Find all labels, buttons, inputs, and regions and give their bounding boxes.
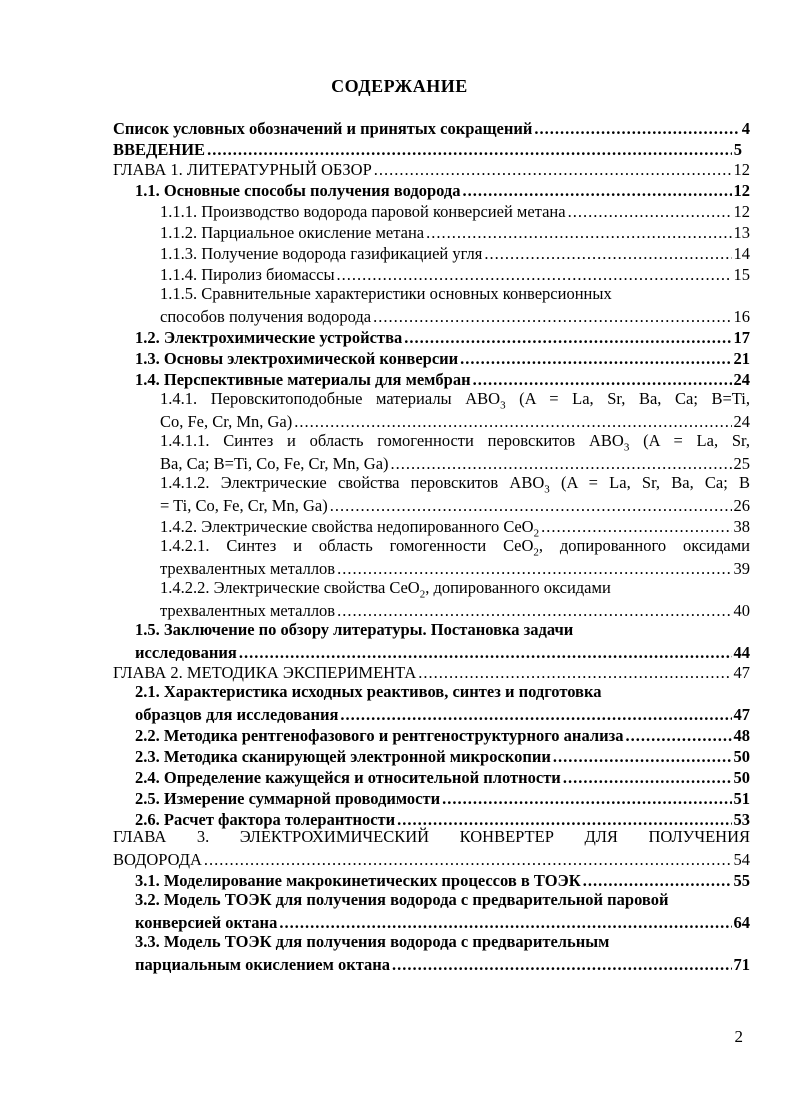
toc-entry-2-1-line1[interactable]: 2.1. Характеристика исходных реактивов, синтез и подготовка [135,682,602,701]
toc-entry-2-5[interactable]: 2.5. Измерение суммарной проводимости ..... 51 [135,787,750,809]
toc-entry-1-4-1-2[interactable]: = Ti, Co, Fe, Cr, Mn, Ga) ..... 26 [160,494,750,516]
toc-entry-1-4-1-line1[interactable]: 1.4.1. Перовскитоподобные материалы $ABO_3$ (A = La, Sr, Ba, Ca; B=Ti, [160,389,751,412]
toc-entry-abbreviations[interactable]: Список условных обозначений и принятых сокращений ..... 4 [113,117,750,139]
toc-entry-chapter-1[interactable]: ГЛАВА 1. ЛИТЕРАТУРНЫЙ ОБЗОР ..... 12 [113,158,750,180]
toc-entry-1-4-1-2-line1[interactable]: 1.4.1.2. Электрические свойства перовскитов $ABO_3$ (A = La, Sr, Ba, Ca; B [160,473,751,496]
toc-entry-intro[interactable]: ВВЕДЕНИЕ ..... 5 [113,138,742,160]
toc-entry-chapter-3[interactable]: ВОДОРОДА ..... 54 [113,848,750,870]
toc-entry-1-1-3[interactable]: 1.1.3. Получение водорода газификацией угля ..... 14 [160,242,750,264]
page-title: СОДЕРЖАНИЕ [331,76,468,96]
toc-entry-1-1[interactable]: 1.1. Основные способы получения водорода ..... 12 [135,179,750,201]
toc-entry-1-4-1[interactable]: Co, Fe, Cr, Mn, Ga) ..... 24 [160,410,750,432]
toc-entry-chapter-3-line1[interactable]: ГЛАВА 3. ЭЛЕКТРОХИМИЧЕСКИЙ КОНВЕРТЕР ДЛЯ ПОЛУЧЕНИЯ [113,827,750,846]
toc-entry-1-4-2-1[interactable]: трехвалентных металлов ..... 39 [160,557,750,579]
toc-entry-3-2-line1[interactable]: 3.2. Модель ТОЭК для получения водорода с предварительной паровой [135,890,669,909]
toc-entry-3-3-line1[interactable]: 3.3. Модель ТОЭК для получения водорода с предварительным [135,932,610,951]
toc-entry-1-1-5[interactable]: способов получения водорода ..... 16 [160,305,750,327]
toc-entry-2-2[interactable]: 2.2. Методика рентгенофазового и рентгеноструктурного анализа ..... 48 [135,724,750,746]
toc-entry-3-3[interactable]: парциальным окислением октана ..... 71 [135,953,750,975]
toc-entry-1-3[interactable]: 1.3. Основы электрохимической конверсии ..... 21 [135,347,750,369]
toc-entry-1-1-2[interactable]: 1.1.2. Парциальное окисление метана ..... 13 [160,221,750,243]
toc-entry-1-4-1-1[interactable]: Ba, Ca; B=Ti, Co, Fe, Cr, Mn, Ga) ..... 25 [160,452,750,474]
toc-entry-1-5-line1[interactable]: 1.5. Заключение по обзору литературы. Постановка задачи [135,620,574,639]
toc-entry-2-6[interactable]: 2.6. Расчет фактора толерантности ..... 53 [135,808,750,830]
toc-entry-1-4-2-2[interactable]: трехвалентных металлов ..... 40 [160,599,750,621]
toc-entry-2-1[interactable]: образцов для исследования ..... 47 [135,703,750,725]
toc-entry-2-4[interactable]: 2.4. Определение кажущейся и относительной плотности ..... 50 [135,766,750,788]
toc-entry-2-3[interactable]: 2.3. Методика сканирующей электронной микроскопии ..... 50 [135,745,750,767]
toc-entry-1-4-2-1-line1[interactable]: 1.4.2.1. Синтез и область гомогенности CeO$_2$, допированного оксидами [160,536,751,559]
toc-entry-1-5[interactable]: исследования ..... 44 [135,641,750,663]
toc-entry-1-1-5-line1[interactable]: 1.1.5. Сравнительные характеристики основных конверсионных [160,284,612,303]
toc-entry-1-1-4[interactable]: 1.1.4. Пиролиз биомассы ..... 15 [160,263,750,285]
toc-entry-3-2[interactable]: конверсией октана ..... 64 [135,911,750,933]
toc-entry-3-1[interactable]: 3.1. Моделирование макрокинетических процессов в ТОЭК ..... 55 [135,869,750,891]
toc-entry-1-4-2[interactable]: 1.4.2. Электрические свойства недопированного CeO$_2$ ..... 38 [160,515,750,537]
toc-entry-1-4[interactable]: 1.4. Перспективные материалы для мембран ..... 24 [135,368,750,390]
toc-entry-1-1-1[interactable]: 1.1.1. Производство водорода паровой конверсией метана ..... 12 [160,200,750,222]
toc-entry-1-4-1-1-line1[interactable]: 1.4.1.1. Синтез и область гомогенности перовскитов $ABO_3$ (A = La, Sr, [160,431,751,454]
page-number: 2 [734,1027,743,1046]
toc-entry-1-2[interactable]: 1.2. Электрохимические устройства ..... 17 [135,326,750,348]
toc-entry-chapter-2[interactable]: ГЛАВА 2. МЕТОДИКА ЭКСПЕРИМЕНТА ..... 47 [113,661,750,683]
toc-entry-1-4-2-2-line1[interactable]: 1.4.2.2. Электрические свойства CeO$_2$, допированного оксидами [160,578,611,601]
